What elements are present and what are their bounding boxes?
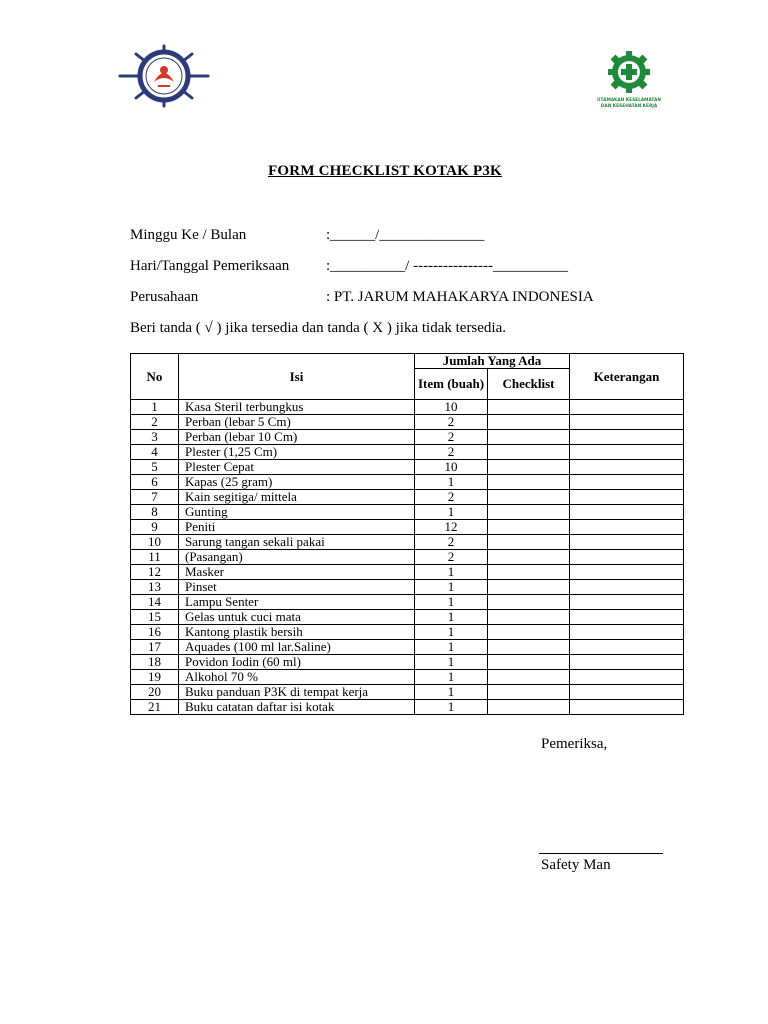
table-row xyxy=(131,655,684,670)
row-isi: Kain segitiga/ mittela xyxy=(179,490,415,505)
row-isi: Aquades (100 ml lar.Saline) xyxy=(179,640,415,655)
row-item-count: 10 xyxy=(415,460,488,475)
table-row xyxy=(131,565,684,580)
row-checklist-cell[interactable] xyxy=(488,550,570,565)
row-keterangan-cell[interactable] xyxy=(570,505,684,520)
field-label-perusahaan: Perusahaan xyxy=(130,289,199,305)
signature-role: Safety Man xyxy=(541,857,611,873)
row-isi: Pinset xyxy=(179,580,415,595)
row-keterangan-cell[interactable] xyxy=(570,625,684,640)
row-item-count: 2 xyxy=(415,490,488,505)
row-checklist-cell[interactable] xyxy=(488,685,570,700)
k3-gear-cross-icon xyxy=(596,50,662,110)
row-no: 3 xyxy=(131,430,179,445)
field-label-minggu: Minggu Ke / Bulan xyxy=(130,227,247,243)
row-keterangan-cell[interactable] xyxy=(570,430,684,445)
row-keterangan-cell[interactable] xyxy=(570,400,684,415)
row-no: 7 xyxy=(131,490,179,505)
table-row xyxy=(131,445,684,460)
row-item-count: 12 xyxy=(415,520,488,535)
table-row xyxy=(131,490,684,505)
row-isi: Gunting xyxy=(179,505,415,520)
table-row xyxy=(131,400,684,415)
row-checklist-cell[interactable] xyxy=(488,595,570,610)
row-no: 9 xyxy=(131,520,179,535)
row-isi: Povidon Iodin (60 ml) xyxy=(179,655,415,670)
header-item: Item (buah) xyxy=(415,369,488,400)
row-item-count: 2 xyxy=(415,445,488,460)
row-isi: Plester (1,25 Cm) xyxy=(179,445,415,460)
field-label-hari-tanggal: Hari/Tanggal Pemeriksaan xyxy=(130,258,290,274)
row-checklist-cell[interactable] xyxy=(488,640,570,655)
row-checklist-cell[interactable] xyxy=(488,475,570,490)
row-isi: (Pasangan) xyxy=(179,550,415,565)
row-no: 21 xyxy=(131,700,179,715)
row-keterangan-cell[interactable] xyxy=(570,520,684,535)
row-no: 8 xyxy=(131,505,179,520)
table-row xyxy=(131,670,684,685)
row-item-count: 1 xyxy=(415,580,488,595)
row-item-count: 1 xyxy=(415,505,488,520)
row-item-count: 2 xyxy=(415,535,488,550)
row-isi: Perban (lebar 5 Cm) xyxy=(179,415,415,430)
row-checklist-cell[interactable] xyxy=(488,505,570,520)
row-no: 20 xyxy=(131,685,179,700)
row-item-count: 1 xyxy=(415,475,488,490)
row-checklist-cell[interactable] xyxy=(488,580,570,595)
row-keterangan-cell[interactable] xyxy=(570,535,684,550)
header-no: No xyxy=(131,354,179,400)
row-isi: Kapas (25 gram) xyxy=(179,475,415,490)
table-row xyxy=(131,580,684,595)
table-row xyxy=(131,460,684,475)
checklist-body xyxy=(131,400,684,715)
table-row xyxy=(131,520,684,535)
row-keterangan-cell[interactable] xyxy=(570,475,684,490)
instruction-text: Beri tanda ( √ ) jika tersedia dan tanda ( X ) jika tidak tersedia. xyxy=(130,320,507,336)
row-no: 16 xyxy=(131,625,179,640)
row-checklist-cell[interactable] xyxy=(488,670,570,685)
row-checklist-cell[interactable] xyxy=(488,490,570,505)
row-keterangan-cell[interactable] xyxy=(570,445,684,460)
row-item-count: 1 xyxy=(415,655,488,670)
signature-label: Pemeriksa, xyxy=(541,736,608,752)
row-item-count: 1 xyxy=(415,685,488,700)
table-row xyxy=(131,685,684,700)
row-isi: Alkohol 70 % xyxy=(179,670,415,685)
row-no: 13 xyxy=(131,580,179,595)
table-row xyxy=(131,610,684,625)
row-no: 14 xyxy=(131,595,179,610)
row-item-count: 1 xyxy=(415,610,488,625)
row-item-count: 1 xyxy=(415,640,488,655)
table-row xyxy=(131,475,684,490)
row-no: 11 xyxy=(131,550,179,565)
table-row xyxy=(131,595,684,610)
row-keterangan-cell[interactable] xyxy=(570,580,684,595)
header-keterangan: Keterangan xyxy=(570,354,684,400)
row-keterangan-cell[interactable] xyxy=(570,565,684,580)
table-row xyxy=(131,505,684,520)
row-isi: Peniti xyxy=(179,520,415,535)
row-checklist-cell[interactable] xyxy=(488,430,570,445)
row-no: 5 xyxy=(131,460,179,475)
row-checklist-cell[interactable] xyxy=(488,520,570,535)
row-keterangan-cell[interactable] xyxy=(570,655,684,670)
row-item-count: 1 xyxy=(415,595,488,610)
row-item-count: 1 xyxy=(415,625,488,640)
row-no: 1 xyxy=(131,400,179,415)
row-checklist-cell[interactable] xyxy=(488,445,570,460)
row-isi: Gelas untuk cuci mata xyxy=(179,610,415,625)
row-isi: Kantong plastik bersih xyxy=(179,625,415,640)
table-row xyxy=(131,640,684,655)
row-keterangan-cell[interactable] xyxy=(570,640,684,655)
row-checklist-cell[interactable] xyxy=(488,400,570,415)
row-item-count: 1 xyxy=(415,700,488,715)
header-jumlah: Jumlah Yang Ada xyxy=(415,354,570,369)
table-row xyxy=(131,415,684,430)
row-no: 18 xyxy=(131,655,179,670)
company-logo xyxy=(118,44,210,108)
row-keterangan-cell[interactable] xyxy=(570,415,684,430)
row-checklist-cell[interactable] xyxy=(488,415,570,430)
table-row xyxy=(131,550,684,565)
header-checklist: Checklist xyxy=(488,369,570,400)
row-no: 19 xyxy=(131,670,179,685)
row-keterangan-cell[interactable] xyxy=(570,670,684,685)
row-isi: Lampu Senter xyxy=(179,595,415,610)
row-checklist-cell[interactable] xyxy=(488,565,570,580)
row-no: 15 xyxy=(131,610,179,625)
row-item-count: 2 xyxy=(415,430,488,445)
row-checklist-cell[interactable] xyxy=(488,460,570,475)
row-isi: Buku catatan daftar isi kotak xyxy=(179,700,415,715)
form-title: FORM CHECKLIST KOTAK P3K xyxy=(268,163,502,179)
row-item-count: 1 xyxy=(415,565,488,580)
row-checklist-cell[interactable] xyxy=(488,700,570,715)
row-checklist-cell[interactable] xyxy=(488,625,570,640)
svg-text:UTAMAKAN KESELAMATAN: UTAMAKAN KESELAMATAN xyxy=(597,98,661,103)
table-row xyxy=(131,625,684,640)
row-keterangan-cell[interactable] xyxy=(570,490,684,505)
checklist-table xyxy=(130,353,684,715)
field-value-perusahaan: : PT. JARUM MAHAKARYA INDONESIA xyxy=(326,289,594,305)
row-checklist-cell[interactable] xyxy=(488,535,570,550)
header-isi: Isi xyxy=(179,354,415,400)
field-value-minggu: :______/______________ xyxy=(326,227,485,243)
row-keterangan-cell[interactable] xyxy=(570,595,684,610)
k3-logo xyxy=(596,50,662,110)
row-isi: Plester Cepat xyxy=(179,460,415,475)
row-no: 4 xyxy=(131,445,179,460)
row-checklist-cell[interactable] xyxy=(488,655,570,670)
signature-line xyxy=(539,853,663,854)
row-item-count: 1 xyxy=(415,670,488,685)
table-row xyxy=(131,700,684,715)
row-isi: Kasa Steril terbungkus xyxy=(179,400,415,415)
row-keterangan-cell[interactable] xyxy=(570,460,684,475)
row-item-count: 10 xyxy=(415,400,488,415)
row-keterangan-cell[interactable] xyxy=(570,610,684,625)
row-isi: Masker xyxy=(179,565,415,580)
row-item-count: 2 xyxy=(415,550,488,565)
row-no: 17 xyxy=(131,640,179,655)
row-keterangan-cell[interactable] xyxy=(570,685,684,700)
ship-wheel-logo-icon xyxy=(118,44,210,108)
row-isi: Sarung tangan sekali pakai xyxy=(179,535,415,550)
row-item-count: 2 xyxy=(415,415,488,430)
row-checklist-cell[interactable] xyxy=(488,610,570,625)
row-no: 2 xyxy=(131,415,179,430)
table-row xyxy=(131,535,684,550)
row-isi: Perban (lebar 10 Cm) xyxy=(179,430,415,445)
row-keterangan-cell[interactable] xyxy=(570,700,684,715)
row-no: 10 xyxy=(131,535,179,550)
row-no: 6 xyxy=(131,475,179,490)
row-isi: Buku panduan P3K di tempat kerja xyxy=(179,685,415,700)
table-row xyxy=(131,430,684,445)
row-no: 12 xyxy=(131,565,179,580)
svg-text:DAN KESEHATAN KERJA: DAN KESEHATAN KERJA xyxy=(600,104,658,109)
row-keterangan-cell[interactable] xyxy=(570,550,684,565)
field-value-hari-tanggal: :__________/ ----------------__________ xyxy=(326,258,569,274)
